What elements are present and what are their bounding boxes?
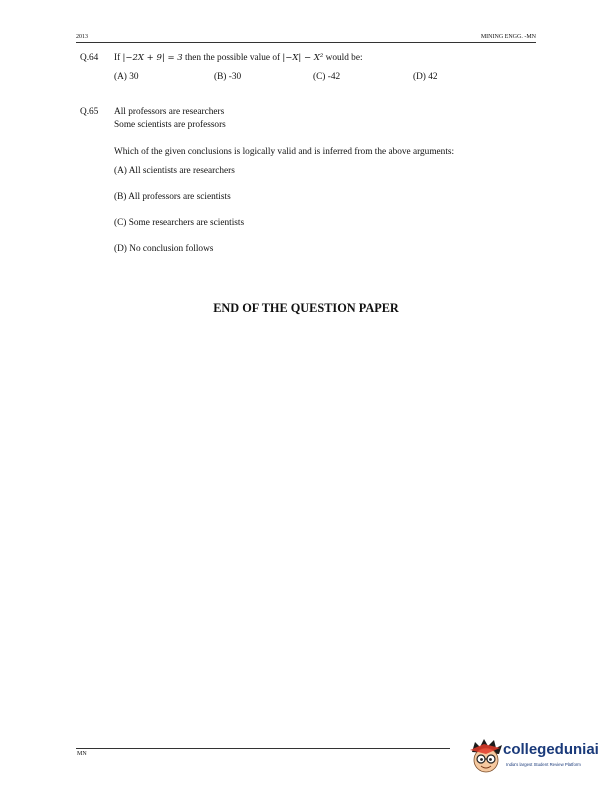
option-b: (B) All professors are scientists bbox=[114, 192, 231, 202]
question-number: Q.65 bbox=[80, 107, 99, 117]
premise-1: All professors are researchers bbox=[114, 107, 225, 117]
option-a: (A) 30 bbox=[114, 72, 139, 82]
footer-rule bbox=[76, 748, 450, 749]
option-b: (B) -30 bbox=[214, 72, 242, 82]
header-rule bbox=[76, 42, 536, 43]
paper-subject: MINING ENGG. -MN bbox=[480, 34, 536, 40]
brand-tagline: India's largest Student Review Platform bbox=[506, 762, 581, 767]
page-header bbox=[76, 34, 536, 46]
paper-year: 2013 bbox=[76, 34, 88, 40]
end-of-paper-heading: END OF THE QUESTION PAPER bbox=[213, 301, 399, 315]
expression-target: |−X| − X² bbox=[282, 53, 324, 63]
brand-logo bbox=[466, 736, 606, 776]
premise-2: Some scientists are professors bbox=[114, 120, 226, 130]
option-a: (A) All scientists are researchers bbox=[114, 166, 235, 176]
stem-prefix: If bbox=[114, 53, 121, 63]
option-c: (C) Some researchers are scientists bbox=[114, 218, 245, 228]
question-number: Q.64 bbox=[80, 53, 99, 63]
option-d: (D) 42 bbox=[413, 72, 438, 82]
question-stem bbox=[114, 53, 363, 63]
option-d: (D) No conclusion follows bbox=[114, 244, 214, 254]
footer-code: MN bbox=[77, 751, 87, 757]
brand-name: collegeduniai bbox=[503, 741, 599, 758]
mascot-icon bbox=[466, 736, 506, 776]
option-c: (C) -42 bbox=[313, 72, 341, 82]
question-stem: Which of the given conclusions is logically valid and is inferred from the above arguments: bbox=[114, 147, 455, 157]
stem-middle: then the possible value of bbox=[185, 53, 281, 63]
equation-abs-value: |−2X + 9| = 3 bbox=[122, 53, 183, 63]
stem-suffix: would be: bbox=[325, 53, 363, 63]
